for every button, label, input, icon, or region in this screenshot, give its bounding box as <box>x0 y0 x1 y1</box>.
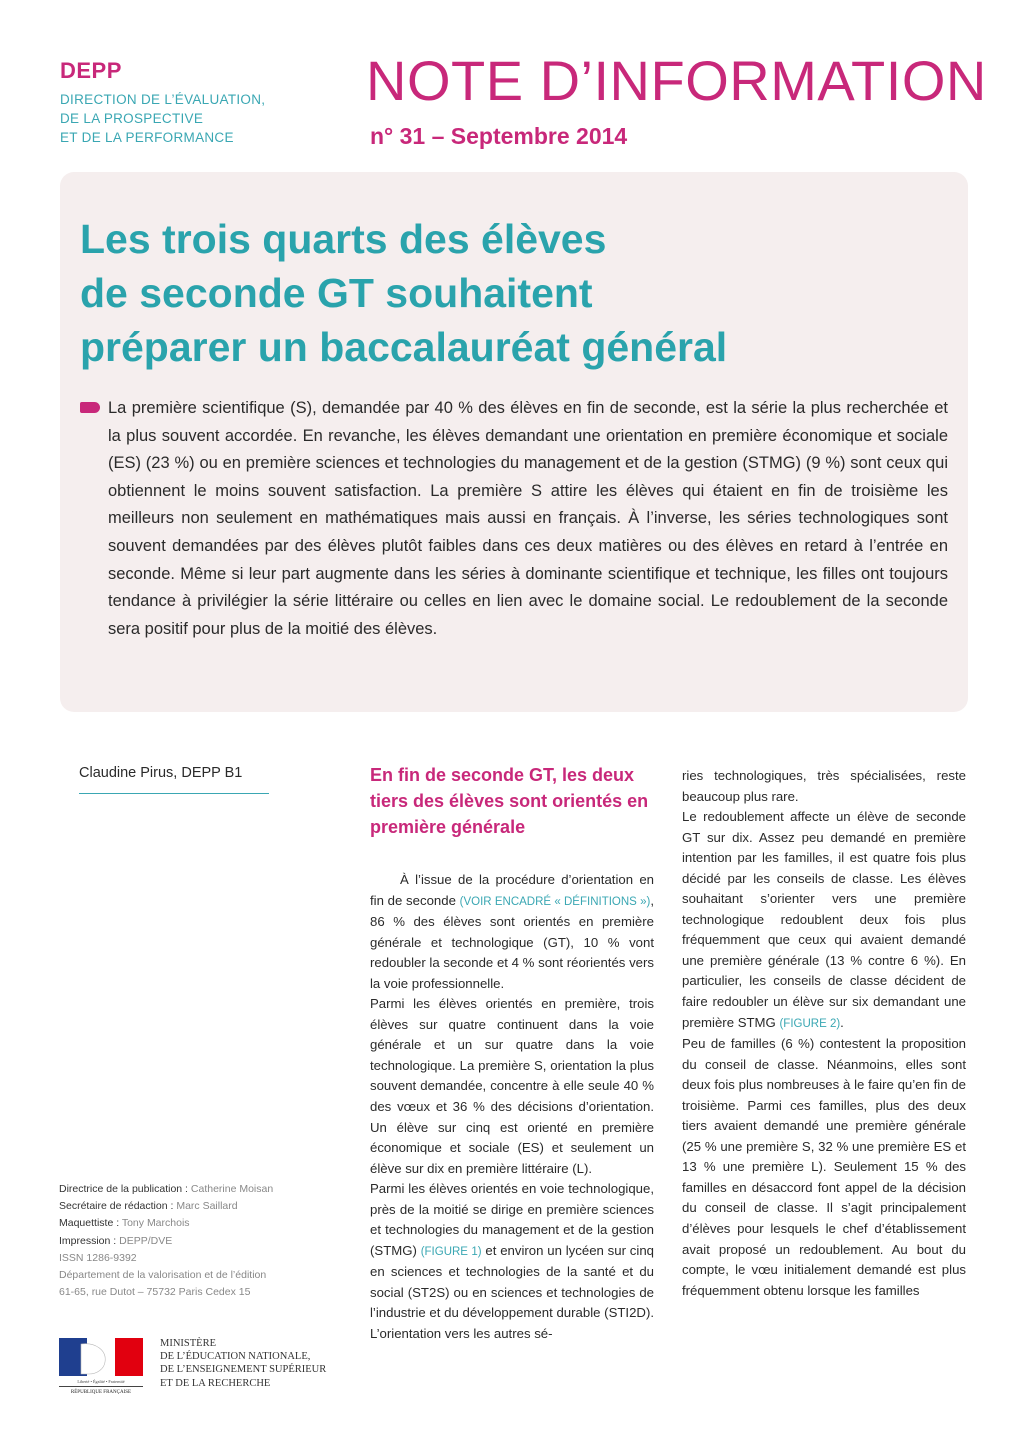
section-heading: En fin de seconde GT, les deux tiers des élèves sont orientés en première générale <box>370 765 649 837</box>
logo-republic: RÉPUBLIQUE FRANÇAISE <box>70 1390 132 1395</box>
paragraph: ries technologiques, très spécialisées, reste beaucoup plus rare. <box>682 768 966 804</box>
org-direction <box>60 90 265 147</box>
reference-link[interactable]: (VOIR ENCADRÉ « DÉFINITIONS ») <box>459 895 651 908</box>
paragraph: Parmi les élèves orientés en première, trois élèves sur quatre continuent dans la voie générale et un sur quatre dans la voie technologique. La première S, orientation la plus souvent demandée, concentre à elle seule 40 % des vœux et 36 % des décisions d’orientation. Un élève sur cinq est orienté en première économique et sociale (ES) et seulement un élève sur dix en première littéraire (L). <box>370 996 654 1176</box>
paragraph <box>370 870 654 994</box>
middle-column <box>370 870 654 1345</box>
direction-line: ET DE LA PERFORMANCE <box>60 130 234 145</box>
text-run: . <box>840 1014 844 1030</box>
publication-credits <box>59 1181 329 1301</box>
author: Claudine Pirus, DEPP B1 <box>79 765 243 781</box>
credit-label: Directrice de la publication : <box>59 1183 191 1195</box>
text-run: Parmi les élèves orientés en voie technologique, près de la moitié se dirige en première sciences et technologies du management et de la gestion (STMG) <box>370 1181 654 1258</box>
reference-link[interactable]: (FIGURE 1) <box>420 1245 482 1258</box>
org-name: DEPP <box>60 58 122 83</box>
text-run: Le redoublement affecte un élève de seconde GT sur dix. Assez peu demandé en première intention par les familles, il est quatre fois plus décidé par les conseils de classe. Les élèves souhaitant s’orienter vers une première technologique redoublent deux fois plus fréquemment que ceux qui avaient demandé une première générale (13 % contre 6 %). En particulier, les conseils de classe décident de faire redoubler un élève sur six demandant une première STMG <box>682 809 966 1030</box>
credit-line <box>59 1181 329 1198</box>
credit-value: DEPP/DVE <box>119 1234 173 1247</box>
title-line: de seconde GT souhaitent <box>80 270 593 316</box>
marianne-logo-icon <box>59 1338 145 1396</box>
credit-value: Marc Saillard <box>176 1200 238 1213</box>
issue-number: n° 31 – Septembre 2014 <box>370 123 628 149</box>
text-run: , 86 % des élèves sont orientés en première générale et technologique (GT), 10 % vont redoubler la seconde et 4 % sont réorientés vers la voie professionnelle. <box>370 892 654 991</box>
address: 61-65, rue Dutot – 75732 Paris Cedex 15 <box>59 1286 251 1299</box>
reference-link[interactable]: (FIGURE 2) <box>779 1017 841 1030</box>
direction-line: DIRECTION DE L’ÉVALUATION, <box>60 92 266 107</box>
credit-line <box>59 1198 329 1215</box>
bullet-marker-icon <box>80 402 100 413</box>
direction-line: DE LA PROSPECTIVE <box>60 111 204 126</box>
ministry-name <box>160 1337 360 1390</box>
credit-label: Secrétaire de rédaction : <box>59 1200 177 1213</box>
publication-title: NOTE D’INFORMATION <box>366 49 987 112</box>
credit-line <box>59 1215 329 1232</box>
issn: ISSN 1286-9392 <box>59 1251 137 1264</box>
title-line: préparer un baccalauréat général <box>80 324 728 370</box>
credit-line <box>59 1233 329 1250</box>
ministry-line: DE L’ENSEIGNEMENT SUPÉRIEUR <box>160 1364 327 1376</box>
right-column <box>682 766 966 1301</box>
paragraph <box>682 807 966 1034</box>
credit-value: Catherine Moisan <box>190 1183 274 1195</box>
ministry-line: ET DE LA RECHERCHE <box>160 1377 271 1389</box>
credit-value: Tony Marchois <box>121 1217 190 1230</box>
department: Département de la valorisation et de l’édition <box>59 1269 267 1282</box>
ministry-line: DE L’ÉDUCATION NATIONALE, <box>160 1351 311 1363</box>
credit-label: Maquettiste : <box>59 1217 122 1230</box>
page-title <box>80 212 940 374</box>
ministry-line: MINISTÈRE <box>160 1338 216 1349</box>
logo-motto: Liberté • Égalité • Fraternité <box>77 1379 125 1384</box>
summary-text: La première scientifique (S), demandée par 40 % des élèves en fin de seconde, est la série la plus recherchée et la plus souvent accordée. En revanche, les élèves demandant une orientation en première économique et sociale (ES) (23 %) ou en première sciences et technologies du management et de la gestion (STMG) (9 %) sont ceux qui obtiennent le moins souvent satisfaction. La première S attire les élèves qui étaient en fin de troisième les meilleurs non seulement en mathématiques mais aussi en français. À l’inverse, les séries technologiques sont souvent demandées par des élèves plutôt faibles dans ces deux matières ou des élèves en retard à l’entrée en seconde. Même si leur part augmente dans les séries à dominante scientifique et technique, les filles ont toujours tendance à privilégier la série littéraire ou celles en lien avec le domaine social. Le redoublement de la seconde sera positif pour plus de la moitié des élèves. <box>108 399 948 638</box>
title-line: Les trois quarts des élèves <box>80 216 607 262</box>
author-divider <box>79 793 269 794</box>
text-run: À l’issue de la procédure d’orientation en fin de seconde <box>370 872 654 908</box>
text-run: et environ un lycéen sur cinq en sciences et technologies de la santé et du social (ST2S) ou en sciences et technologies de l’industrie et du développement durable (STI2D). L’orientation vers les autres sé- <box>370 1242 654 1342</box>
paragraph: Peu de familles (6 %) contestent la proposition du conseil de classe. Néanmoins, elles sont deux fois plus nombreuses à le faire qu’en fin de troisième. Parmi ces familles, plus des deux tiers avaient demandé une première générale (25 % une première S, 32 % une première ES et 13 % une première L). Seulement 15 % des familles en désaccord font appel de la décision du conseil de classe. Il s’agit principalement d’élèves pour lesquels le chef d’établissement avait proposé un redoublement. Au bout du compte, le vœu initialement demandé est plus fréquemment obtenu lorsque les familles <box>682 1036 966 1298</box>
credit-label: Impression : <box>59 1234 120 1247</box>
paragraph <box>370 1179 654 1344</box>
